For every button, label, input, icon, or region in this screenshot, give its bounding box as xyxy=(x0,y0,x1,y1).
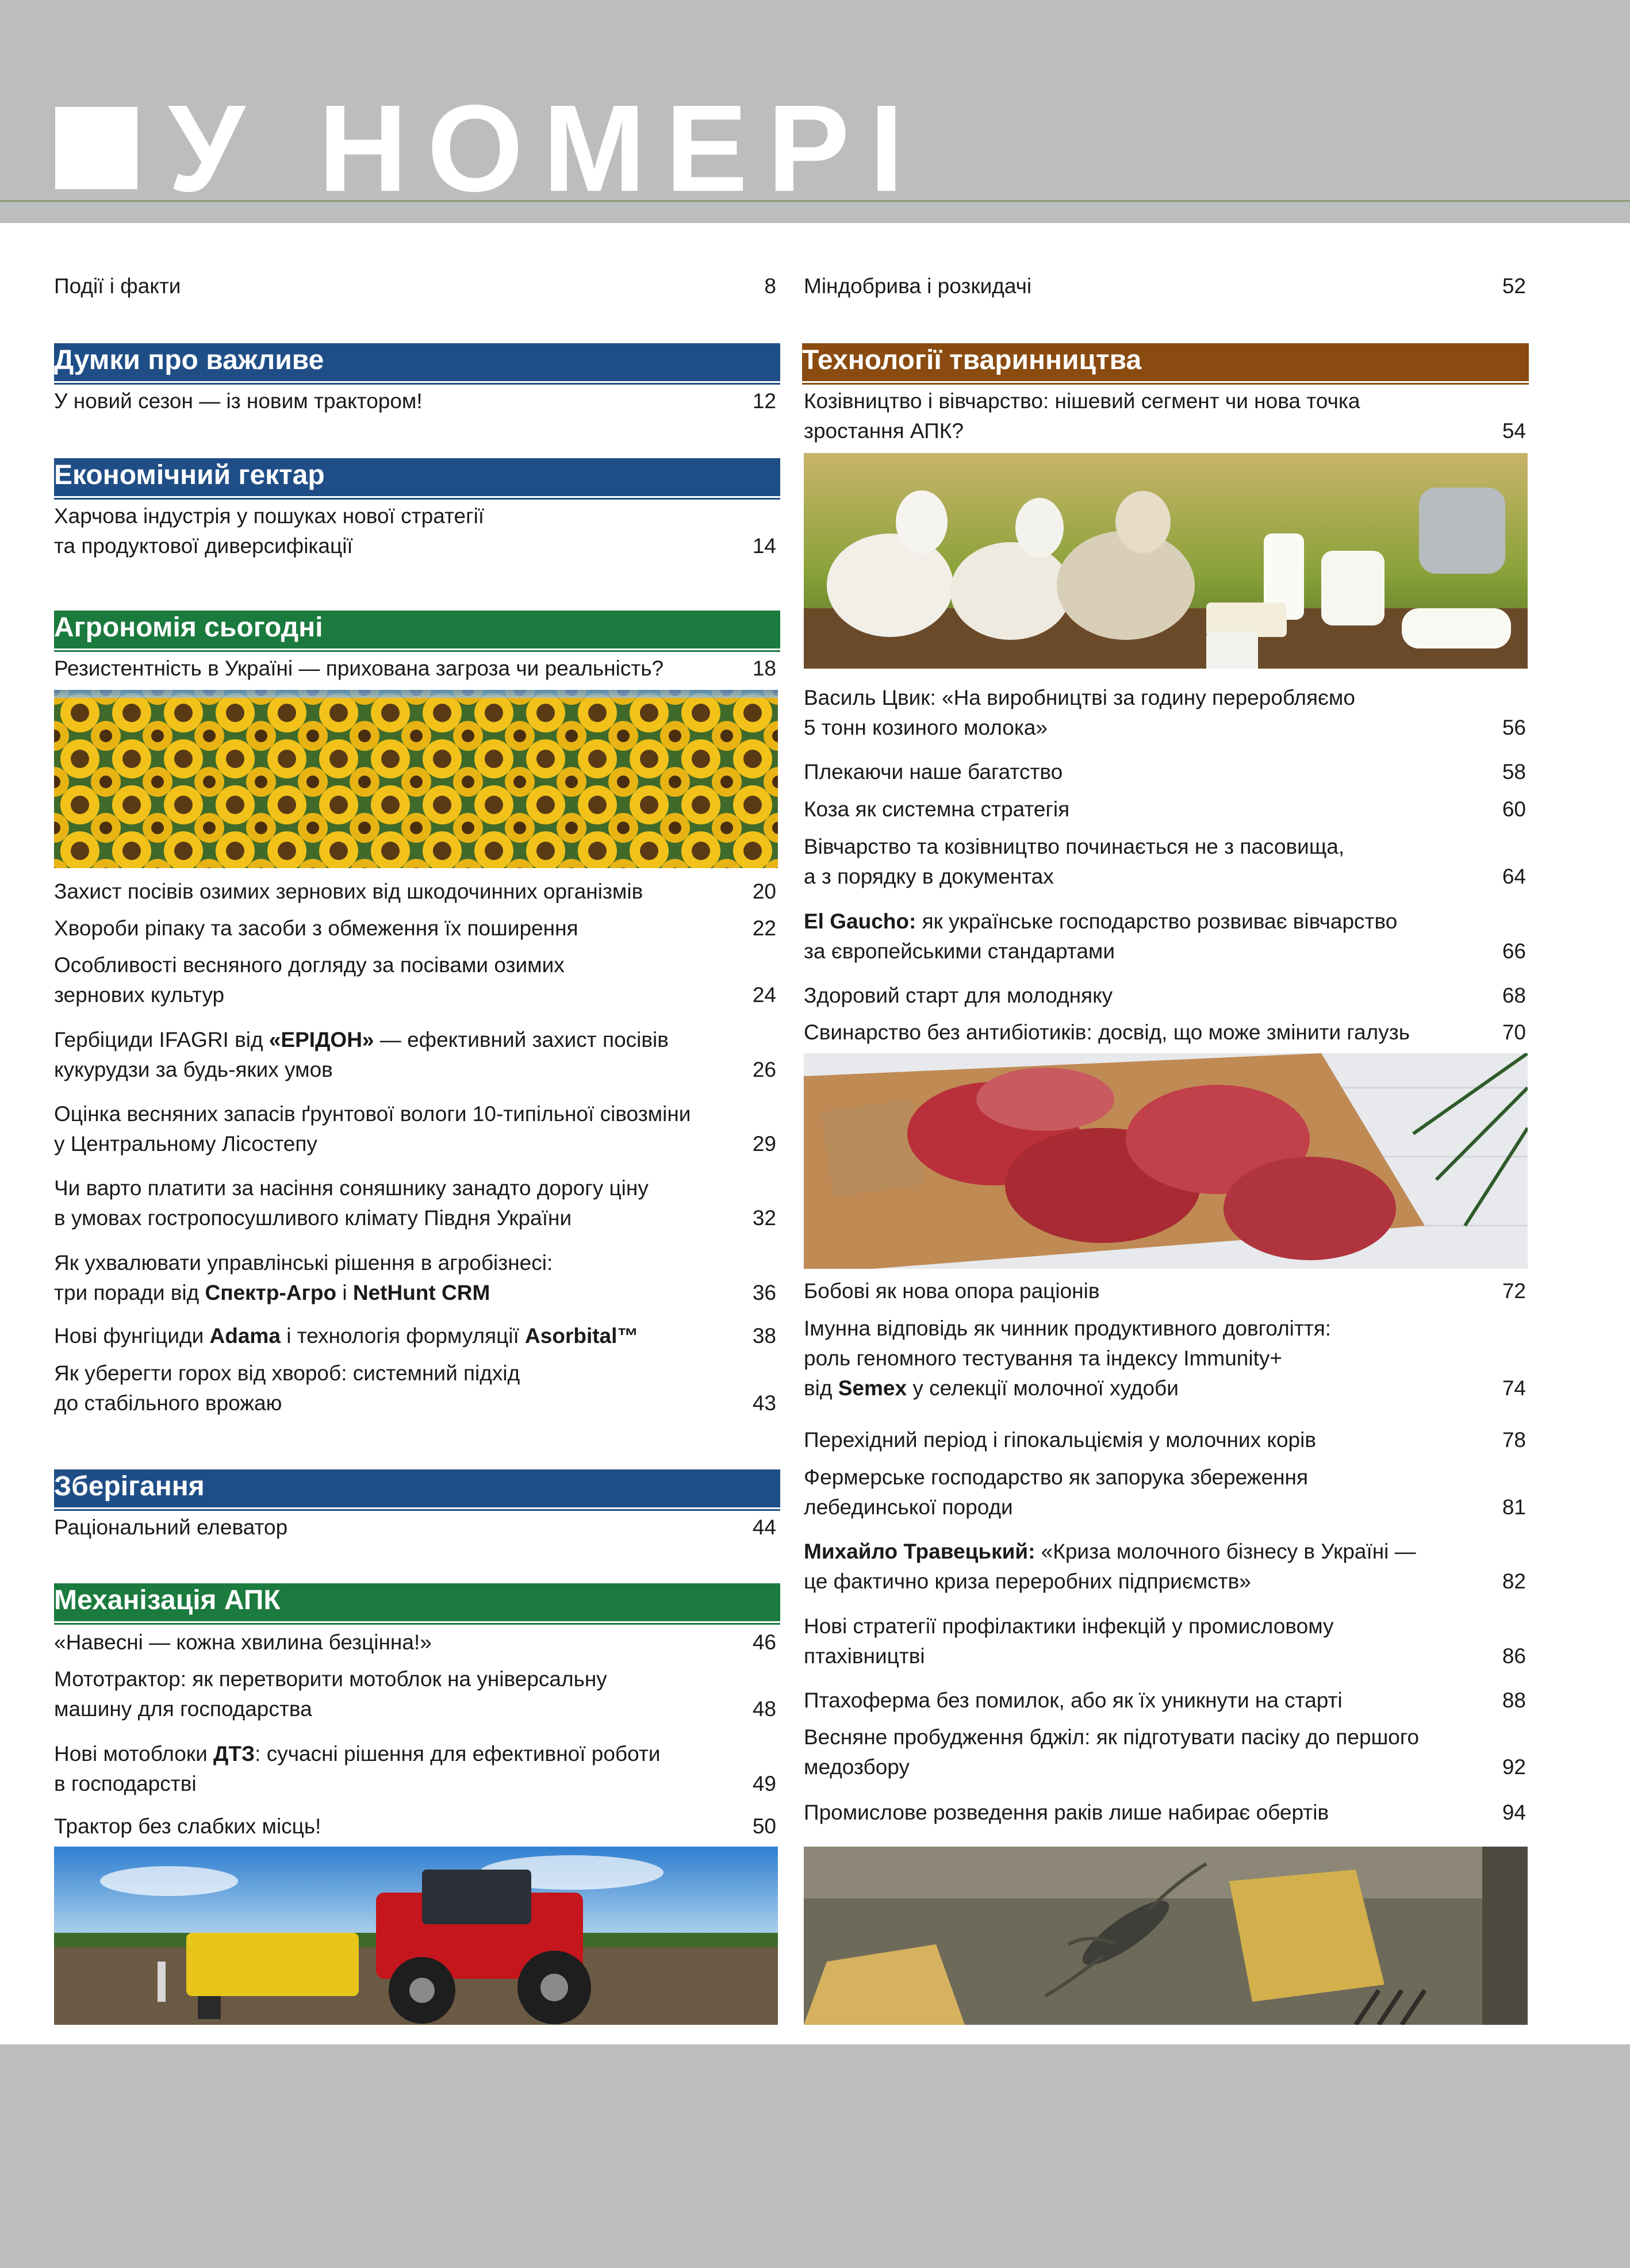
page-number: 36 xyxy=(752,1281,776,1304)
page-number: 92 xyxy=(1502,1755,1526,1779)
toc-entry[interactable]: Хвороби ріпаку та засоби з обмеження їх поширення 22 xyxy=(54,914,776,943)
page-number: 26 xyxy=(752,1058,776,1081)
page-number: 20 xyxy=(752,880,776,903)
toc-entry[interactable]: Раціональний елеватор 44 xyxy=(54,1513,776,1542)
toc-entry[interactable]: Бобові як нова опора раціонів 72 xyxy=(804,1276,1526,1306)
toc-entry[interactable]: Промислове розведення раків лише набирає обертів 94 xyxy=(804,1798,1526,1828)
page-number: 8 xyxy=(764,274,776,298)
page-number: 68 xyxy=(1502,984,1526,1007)
toc-entry[interactable]: Перехідний період і гіпокальціємія у молочних корів 78 xyxy=(804,1425,1526,1455)
page-number: 82 xyxy=(1502,1569,1526,1593)
toc-entry[interactable]: Як ухвалювати управлінські рішення в агробізнесі: три поради від Спектр-Агро і NetHunt CRM 36 xyxy=(54,1248,776,1308)
page-number: 44 xyxy=(752,1515,776,1539)
page-number: 60 xyxy=(1502,797,1526,821)
page-number: 54 xyxy=(1502,419,1526,443)
cured-meat-board-image xyxy=(804,1053,1528,1269)
page-number: 88 xyxy=(1502,1688,1526,1712)
section-header: Механізація АПК xyxy=(54,1583,780,1621)
page-number: 43 xyxy=(752,1391,776,1415)
section-header: Економічний гектар xyxy=(54,458,780,496)
toc-entry[interactable]: Харчова індустрія у пошуках нової стратегії та продуктової диверсифікації 14 xyxy=(54,501,776,561)
toc-entry[interactable]: Свинарство без антибіотиків: досвід, що може змінити галузь 70 xyxy=(804,1018,1526,1047)
toc-entry[interactable]: Чи варто платити за насіння соняшнику занадто дорогу ціну в умовах гостропосушливого клімату Півдня України 32 xyxy=(54,1173,776,1233)
section-header: Технології тваринництва xyxy=(802,343,1529,381)
toc-entry[interactable]: Гербіциди IFAGRI від «ЕРІДОН» — ефективний захист посівів кукурудзи за будь-яких умов 26 xyxy=(54,1025,776,1085)
page-number: 24 xyxy=(752,983,776,1007)
toc-entry[interactable]: El Gaucho: як українське господарство розвиває вівчарство за європейськими стандартами 66 xyxy=(804,907,1526,966)
toc-entry[interactable]: У новий сезон — із новим трактором! 12 xyxy=(54,386,776,416)
toc-entry[interactable]: Вівчарство та козівництво починається не з пасовища, а з порядку в документах 64 xyxy=(804,832,1526,892)
page-number: 46 xyxy=(752,1630,776,1654)
page-number: 70 xyxy=(1502,1020,1526,1044)
page-number: 64 xyxy=(1502,865,1526,888)
toc-entry[interactable]: Резистентність в Україні — прихована загроза чи реальність? 18 xyxy=(54,654,776,684)
toc-entry[interactable]: Птахоферма без помилок, або як їх уникнути на старті 88 xyxy=(804,1686,1526,1716)
page-number: 48 xyxy=(752,1697,776,1721)
page-number: 58 xyxy=(1502,760,1526,784)
title-square-icon xyxy=(55,107,137,189)
page-number: 12 xyxy=(752,389,776,413)
goats-and-dairy-image xyxy=(804,453,1528,669)
section-header: Думки про важливе xyxy=(54,343,780,381)
page-title: У НОМЕРІ xyxy=(168,79,923,217)
page-number: 32 xyxy=(752,1206,776,1230)
page-number: 18 xyxy=(752,657,776,680)
section-header: Зберігання xyxy=(54,1469,780,1507)
page-number: 74 xyxy=(1502,1376,1526,1400)
page-number: 22 xyxy=(752,916,776,940)
sunflower-field-image xyxy=(54,690,778,868)
page-number: 14 xyxy=(752,534,776,558)
toc-entry[interactable]: Захист посівів озимих зернових від шкодочинних організмів 20 xyxy=(54,877,776,907)
toc-entry[interactable]: Події і факти 8 xyxy=(54,271,776,301)
toc-entry[interactable]: Оцінка весняних запасів ґрунтової вологи 10-типільної сівозміни у Центральному Лісостепу 29 xyxy=(54,1099,776,1159)
page-number: 56 xyxy=(1502,716,1526,739)
toc-entry[interactable]: Коза як системна стратегія 60 xyxy=(804,795,1526,824)
page-number: 49 xyxy=(752,1772,776,1795)
page-number: 94 xyxy=(1502,1801,1526,1824)
footer-band xyxy=(0,2044,1630,2268)
page-number: 38 xyxy=(752,1324,776,1348)
tractor-in-field-image xyxy=(54,1847,778,2025)
page-number: 29 xyxy=(752,1132,776,1156)
toc-entry[interactable]: Як уберегти горох від хвороб: системний підхід до стабільного врожаю 43 xyxy=(54,1359,776,1418)
toc-entry[interactable]: Трактор без слабких місць! 50 xyxy=(54,1812,776,1841)
toc-entry[interactable]: «Навесні — кожна хвилина безцінна!» 46 xyxy=(54,1628,776,1657)
toc-entry[interactable]: Міндобрива і розкидачі 52 xyxy=(804,271,1526,301)
page-number: 66 xyxy=(1502,939,1526,963)
toc-entry[interactable]: Імунна відповідь як чинник продуктивного довголіття: роль геномного тестування та індексу Immunity+ від Semex у селекції молочної худоби 74 xyxy=(804,1314,1526,1403)
page-number: 50 xyxy=(752,1814,776,1838)
crayfish-tank-image xyxy=(804,1847,1528,2025)
toc-entry[interactable]: Плекаючи наше багатство 58 xyxy=(804,757,1526,787)
page-number: 81 xyxy=(1502,1495,1526,1519)
toc-entry[interactable]: Михайло Травецький: «Криза молочного бізнесу в Україні — це фактично криза переробних підприємств» 82 xyxy=(804,1537,1526,1597)
page-number: 52 xyxy=(1502,274,1526,298)
page-number: 78 xyxy=(1502,1428,1526,1452)
toc-entry[interactable]: Мототрактор: як перетворити мотоблок на універсальну машину для господарства 48 xyxy=(54,1664,776,1724)
page-number: 72 xyxy=(1502,1279,1526,1303)
page-number: 86 xyxy=(1502,1644,1526,1668)
toc-entry[interactable]: Здоровий старт для молодняку 68 xyxy=(804,981,1526,1011)
toc-entry[interactable]: Особливості весняного догляду за посівами озимих зернових культур 24 xyxy=(54,950,776,1010)
section-header: Агрономія сьогодні xyxy=(54,611,780,648)
toc-entry[interactable]: Фермерське господарство як запорука збереження лебединської породи 81 xyxy=(804,1463,1526,1522)
toc-entry[interactable]: Нові мотоблоки ДТЗ: сучасні рішення для ефективної роботи в господарстві 49 xyxy=(54,1739,776,1799)
toc-entry[interactable]: Василь Цвик: «На виробництві за годину переробляємо 5 тонн козиного молока» 56 xyxy=(804,683,1526,743)
toc-entry[interactable]: Козівництво і вівчарство: нішевий сегмент чи нова точка зростання АПК? 54 xyxy=(804,386,1526,446)
toc-entry[interactable]: Весняне пробудження бджіл: як підготувати пасіку до першого медозбору 92 xyxy=(804,1722,1526,1782)
toc-entry[interactable]: Нові фунгіциди Adama і технологія формуляції Asorbital™ 38 xyxy=(54,1321,776,1351)
toc-entry[interactable]: Нові стратегії профілактики інфекцій у промисловому птахівництві 86 xyxy=(804,1611,1526,1671)
